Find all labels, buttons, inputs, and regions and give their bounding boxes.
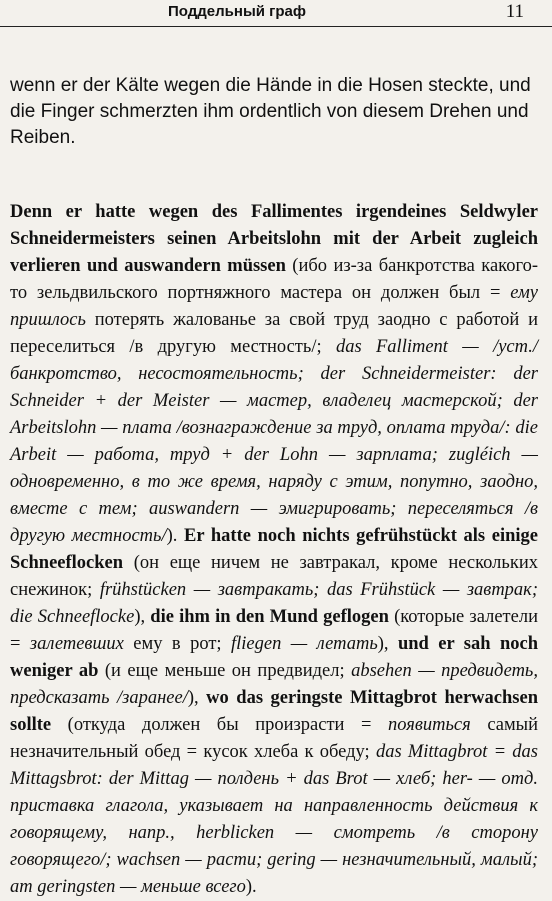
translation-text: ),	[134, 606, 151, 627]
main-paragraph	[10, 199, 538, 901]
translation-text: ).	[245, 876, 257, 897]
translation-text: потерять жалованье за свой труд заодно с работой и переселиться /в другую местность/;	[10, 309, 538, 357]
glossary-note: absehen — предвидеть, предсказать /заранее/	[10, 660, 538, 708]
translation-text: (ибо из-за банкротства какого-то зельдвильского портняжного мастера он должен был =	[10, 255, 538, 303]
translation-text: самый незначительный обед = кусок хлеба к обеду;	[10, 714, 538, 762]
german-source-text: und er sah noch weniger ab	[10, 633, 538, 681]
german-source-text: die ihm in den Mund geflogen	[150, 606, 389, 627]
translation-text: ),	[377, 633, 398, 654]
translation-text: ).	[166, 525, 185, 546]
glossary-note: ему пришлось	[10, 282, 538, 330]
running-title: Поддельный граф	[168, 3, 307, 20]
glossary-note: das Falliment — /уст./ банкротство, несостоятельность; der Schneidermeister: der Schneider + der Meister — мастер, владелец мастерской; der Arbeitslohn — плата /вознаграждение за труд, оплата труда/: die Arbeit — работа, труд + der Lohn — зарплата; zugléich — одновременно, в то же время, наряду с этим, попутно, заодно, вместе с тем; auswandern — эмигрировать; переселяться /в другую местность/	[10, 336, 538, 546]
glossary-note: появиться	[388, 714, 471, 735]
german-source-text: Denn er hatte wegen des Fallimentes irgendeines Seldwyler Schneidermeisters seinen Arbeitslohn mit der Arbeit zugleich verlieren und auswandern müssen	[10, 201, 538, 276]
intro-paragraph: wenn er der Kälte wegen die Hände in die Hosen steckte, und die Finger schmerzten ihm ordentlich von diesem Drehen und Reiben.	[10, 75, 531, 148]
glossary-note: das Mittagbrot = das Mittagsbrot: der Mittag — полдень + das Brot — хлеб; her- — отд. приставка глагола, указывает на направленность действия к говорящему, напр., herblicken — смотреть /в сторону говорящего/; wachsen — расти; gering — незначительный, малый; am geringsten — меньше всего	[10, 741, 538, 897]
translation-text: ),	[187, 687, 207, 708]
german-source-text: wo das geringste Mittagbrot herwachsen sollte	[10, 687, 538, 735]
german-source-text: Er hatte noch nichts gefrühstückt als einige Schneeflocken	[10, 525, 538, 573]
page-number: 11	[505, 1, 524, 22]
glossary-note: fliegen — летать	[230, 633, 378, 654]
translation-text: (откуда должен бы произрасти =	[51, 714, 389, 735]
translation-text: ему в рот;	[123, 633, 231, 654]
translation-text: (и еще меньше он предвидел;	[98, 660, 352, 681]
translation-text: (которые залетели =	[10, 606, 538, 654]
translation-text: (он еще ничем не завтракал, кроме нескольких снежинок;	[10, 552, 538, 600]
glossary-note: frühstücken — завтракать; das Frühstück — завтрак; die Schneeflocke	[10, 579, 538, 627]
running-header	[0, 0, 552, 27]
glossary-note: залетевших	[29, 633, 124, 654]
